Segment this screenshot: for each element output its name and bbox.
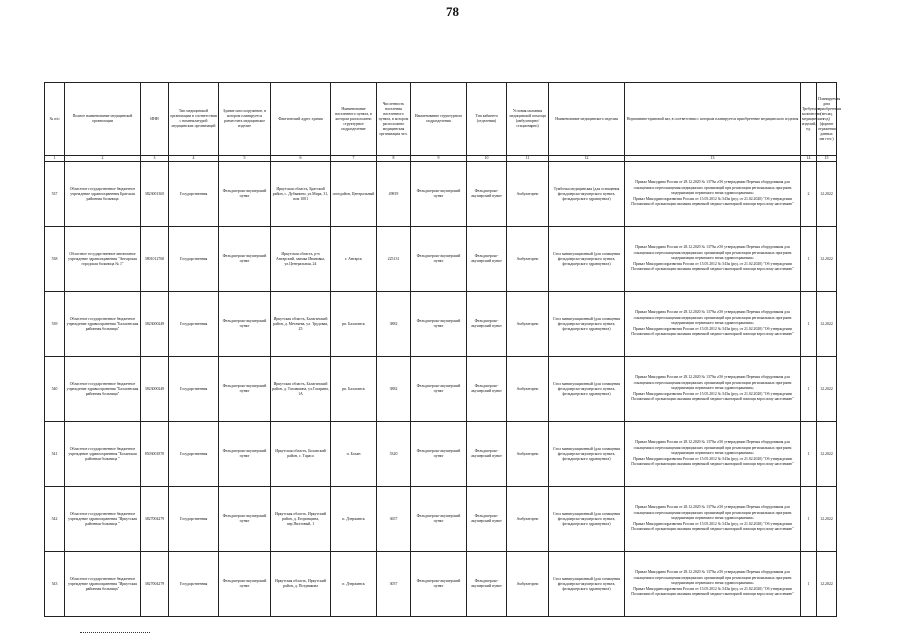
header-cell: Здание или сооружение, в котором планируется разместить медицинское изделие [219,83,271,156]
population: 5320 [377,422,411,487]
norm-line: Приказ Минздрава России от 28.12.2020 № 1379н «Об утверждении Перечня оборудования для оснащения и переоснащения медицинских организаций при реализации региональных программ модернизации первичного звена здравоохранения» [633,375,792,391]
conditions: Амбулаторно [507,422,549,487]
column-number: 13 [625,156,801,162]
org-name: Областное государственное бюджетное учреждение здравоохранения "Балаганская районная больница" [65,292,141,357]
settlement: п. Дзержинск [331,552,377,617]
building: Фельдшерско-акушерский пункт [219,162,271,227]
org-name: Областное государственное бюджетное учреждение здравоохранения "Балаганская районная больница" [65,357,141,422]
norm-line: Приказ Минздравсоцразвития России от 15.05.2012 № 543н (ред. от 21.02.2020) "Об утверждении Положения об организации оказания первичной медико-санитарной помощи взрослому населению" [631,521,794,532]
device: Стол манипуляционный (для оснащения фельдшерско-акушерского пункта, фельдшерского здравпункта) [549,292,625,357]
org-name: Областное государственное автономное учреждение здравоохранения "Ангарская городская больница № 1" [65,227,141,292]
device: Стол манипуляционный (для оснащения фельдшерско-акушерского пункта, фельдшерского здравпункта) [549,227,625,292]
unit: Фельдшерско-акушерский пункт [411,227,467,292]
header-cell: Фактический адрес здания [271,83,331,156]
column-number: 1 [45,156,65,162]
conditions: Амбулаторно [507,227,549,292]
org-type: Государственная [169,227,219,292]
org-type: Государственная [169,357,219,422]
org-name: Областное государственное бюджетное учреждение здравоохранения "Иркутская районная больница " [65,487,141,552]
unit: Фельдшерско-акушерский пункт [411,162,467,227]
table-row [45,227,837,292]
inn: 3823000249 [141,357,169,422]
norm-act [625,357,801,422]
org-name: Областное государственное бюджетное учреждение здравоохранения "Боханская районная больница " [65,422,141,487]
equipment-table [44,82,842,617]
settlement: погодайон, Центральный [331,162,377,227]
address: Иркутская область, Братский район, с. Дубынино, ул.Мира, 31, пом 1001 [271,162,331,227]
date: 12.2022 [817,162,837,227]
header-cell: Полное наименование медицинской организации [65,83,141,156]
conditions: Амбулаторно [507,487,549,552]
settlement: п. Дзержинск [331,487,377,552]
settlement: рп. Балаганск [331,292,377,357]
norm-line: Приказ Минздравсоцразвития России от 15.05.2012 № 543н (ред. от 21.02.2020) "Об утверждении Положения об организации оказания первичной медико-санитарной помощи взрослому населению" [631,586,794,597]
quantity: 2 [801,162,817,227]
inn: 3823001365 [141,162,169,227]
org-name: Областное государственное бюджетное учреждение здравоохранения "Иркутская районная больница" [65,552,141,617]
norm-line: Приказ Минздравсоцразвития России от 15.05.2012 № 543н (ред. от 21.02.2020) "Об утверждении Положения об организации оказания первичной медико-санитарной помощи взрослому населению" [631,326,794,337]
population: 225131 [377,227,411,292]
building: Фельдшерско-акушерский пункт [219,357,271,422]
column-number: 15 [817,156,837,162]
quantity: 1 [801,552,817,617]
date: 12.2022 [817,292,837,357]
table-row [45,422,837,487]
building: Фельдшерско-акушерский пункт [219,227,271,292]
unit: Фельдшерско-акушерский пункт [411,487,467,552]
header-cell: Условия оказания медицинской помощи (амбулаторно/ стационарно) [507,83,549,156]
norm-line: Приказ Минздрава России от 28.12.2020 № 1379н «Об утверждении Перечня оборудования для оснащения и переоснащения медицинских организаций при реализации региональных программ модернизации первичного звена здравоохранения» [633,440,792,456]
unit: Фельдшерско-акушерский пункт [411,552,467,617]
header-cell: Планируемая дата приобретения (месяц, год) (формат отражения данных мм гггг.) [817,83,837,156]
cabinet: Фельдшерско-акушерский пункт [467,162,507,227]
column-number: 2 [65,156,141,162]
cabinet: Фельдшерско-акушерский пункт [467,552,507,617]
inn: 3827004279 [141,552,169,617]
address: Иркутская область, Боханский район, с. Тараса [271,422,331,487]
inn: 8503001870 [141,422,169,487]
row-number: 541 [45,422,65,487]
norm-line: Приказ Минздрава России от 28.12.2020 № 1379н «Об утверждении Перечня оборудования для оснащения и переоснащения медицинских организаций при реализации региональных программ модернизации первичного звена здравоохранения» [633,310,792,326]
date: 12.2022 [817,422,837,487]
column-number: 4 [169,156,219,162]
conditions: Амбулаторно [507,357,549,422]
conditions: Амбулаторно [507,162,549,227]
column-number: 10 [467,156,507,162]
cabinet: Фельдшерско-акушерский пункт [467,357,507,422]
population: 3057 [377,552,411,617]
table-row [45,162,837,227]
quantity: 1 [801,357,817,422]
device: Тумбочка медицинская (для оснащения фельдшерско-акушерского пункта, фельдшерского здравпункта) [549,162,625,227]
address: Иркутская область, Балаганский район, д. Метляева, ул. Трудовая, 25 [271,292,331,357]
device: Стол манипуляционный (для оснащения фельдшерско-акушерского пункта, фельдшерского здравпункта) [549,552,625,617]
column-number: 3 [141,156,169,162]
column-number: 6 [271,156,331,162]
header-row [45,83,837,156]
date: 12.2022 [817,227,837,292]
settlement: г. Ангарск [331,227,377,292]
inn: 3823000249 [141,292,169,357]
date: 12.2022 [817,487,837,552]
header-cell: ИНН [141,83,169,156]
norm-act [625,552,801,617]
header-cell: Требуемое количество медицинских изделий, ед. [801,83,817,156]
header-cell: № п/п [45,83,65,156]
quantity: 1 [801,227,817,292]
norm-act [625,227,801,292]
cabinet: Фельдшерско-акушерский пункт [467,227,507,292]
table-row [45,552,837,617]
header-cell: Наименование структурного подразделения [411,83,467,156]
org-type: Государственная [169,292,219,357]
header-cell: Нормативно-правовой акт, в соответствии с которым планируется приобретение медицинского изделия [625,83,801,156]
column-number: 7 [331,156,377,162]
column-number: 8 [377,156,411,162]
org-type: Государственная [169,422,219,487]
unit: Фельдшерско-акушерский пункт [411,292,467,357]
row-number: 542 [45,487,65,552]
inn: 3801012760 [141,227,169,292]
device: Стол манипуляционный (для оснащения фельдшерско-акушерского пункта, фельдшерского здравпункта) [549,357,625,422]
quantity: 1 [801,292,817,357]
building: Фельдшерско-акушерский пункт [219,292,271,357]
conditions: Амбулаторно [507,292,549,357]
org-type: Государственная [169,487,219,552]
date: 12.2022 [817,357,837,422]
table-row [45,487,837,552]
column-number: 9 [411,156,467,162]
row-number: 537 [45,162,65,227]
norm-line: Приказ Минздрава России от 28.12.2020 № 1379н «Об утверждении Перечня оборудования для оснащения и переоснащения медицинских организаций при реализации региональных программ модернизации первичного звена здравоохранения» [633,505,792,521]
org-type: Государственная [169,162,219,227]
cabinet: Фельдшерско-акушерский пункт [467,487,507,552]
norm-line: Приказ Минздравсоцразвития России от 15.05.2012 № 543н (ред. от 21.02.2020) "Об утверждении Положения об организации оказания первичной медико-санитарной помощи взрослому населению" [631,261,794,272]
org-type: Государственная [169,552,219,617]
row-number: 539 [45,292,65,357]
date: 12.2022 [817,552,837,617]
row-number: 538 [45,227,65,292]
norm-line: Приказ Минздрава России от 28.12.2020 № 1379н «Об утверждении Перечня оборудования для оснащения и переоснащения медицинских организаций при реализации региональных программ модернизации первичного звена здравоохранения» [633,180,792,196]
quantity: 1 [801,422,817,487]
cabinet: Фельдшерско-акушерский пункт [467,422,507,487]
org-name: Областное государственное бюджетное учреждение здравоохранения Братская районная больница [65,162,141,227]
address: Иркутская область, Иркутский район, д. Егоровщина, пер.Пихтовый, 1 [271,487,331,552]
header-cell: Наименование населенного пункта, в котором расположено структурное подразделение [331,83,377,156]
norm-act [625,292,801,357]
cabinet: Фельдшерско-акушерский пункт [467,292,507,357]
header-cell: Наименование медицинского изделия [549,83,625,156]
population: 3882 [377,292,411,357]
inn: 3827004279 [141,487,169,552]
header-cell: Численность населения населенного пункта, в котором расположено медицинская организация чел. [377,83,411,156]
column-number: 14 [801,156,817,162]
quantity: 1 [801,487,817,552]
row-number: 543 [45,552,65,617]
norm-line: Приказ Минздравсоцразвития России от 15.05.2012 № 543н (ред. от 21.02.2020) "Об утверждении Положения об организации оказания первичной медико-санитарной помощи взрослому населению" [631,196,794,207]
settlement: п. Бохан [331,422,377,487]
address: Иркутская область, Балаганский район, д. Таховшина, ул.Гагарина, 1А [271,357,331,422]
norm-line: Приказ Минздрава России от 28.12.2020 № 1379н «Об утверждении Перечня оборудования для оснащения и переоснащения медицинских организаций при реализации региональных программ модернизации первичного звена здравоохранения» [633,570,792,586]
population: 3657 [377,487,411,552]
device: Стол манипуляционный (для оснащения фельдшерско-акушерского пункта, фельдшерского здравпункта) [549,487,625,552]
address: Иркутская область, Иркутский район, д. Позднякова [271,552,331,617]
header-cell: Тип медицинской организации в соответствии с номенклатурой медицинских организаций [169,83,219,156]
table-row [45,357,837,422]
column-number: 12 [549,156,625,162]
page-number: 78 [446,4,459,19]
norm-line: Приказ Минздравсоцразвития России от 15.05.2012 № 543н (ред. от 21.02.2020) "Об утверждении Положения об организации оказания первичной медико-санитарной помощи взрослому населению" [631,456,794,467]
table-row [45,292,837,357]
norm-act [625,487,801,552]
population: 3882 [377,357,411,422]
settlement: рп. Балаганск [331,357,377,422]
row-number: 540 [45,357,65,422]
page-bottom-fragment [80,632,150,641]
population: 49819 [377,162,411,227]
unit: Фельдшерско-акушерский пункт [411,422,467,487]
conditions: Амбулаторно [507,552,549,617]
norm-act [625,162,801,227]
building: Фельдшерско-акушерский пункт [219,487,271,552]
unit: Фельдшерско-акушерский пункт [411,357,467,422]
header-cell: Тип кабинета (отделения) [467,83,507,156]
device: Стол манипуляционный (для оснащения фельдшерско-акушерского пункта, фельдшерского здравпункта) [549,422,625,487]
building: Фельдшерско-акушерский пункт [219,422,271,487]
address: Иркутская область, р-н Ангарский, заимка Ивановка, ул.Центральная, 24 [271,227,331,292]
norm-line: Приказ Минздрава России от 28.12.2020 № 1379н «Об утверждении Перечня оборудования для оснащения и переоснащения медицинских организаций при реализации региональных программ модернизации первичного звена здравоохранения» [633,245,792,261]
column-number: 5 [219,156,271,162]
column-number: 11 [507,156,549,162]
norm-line: Приказ Минздравсоцразвития России от 15.05.2012 № 543н (ред. от 21.02.2020) "Об утверждении Положения об организации оказания первичной медико-санитарной помощи взрослому населению" [631,391,794,402]
norm-act [625,422,801,487]
building: Фельдшерско-акушерский пункт [219,552,271,617]
